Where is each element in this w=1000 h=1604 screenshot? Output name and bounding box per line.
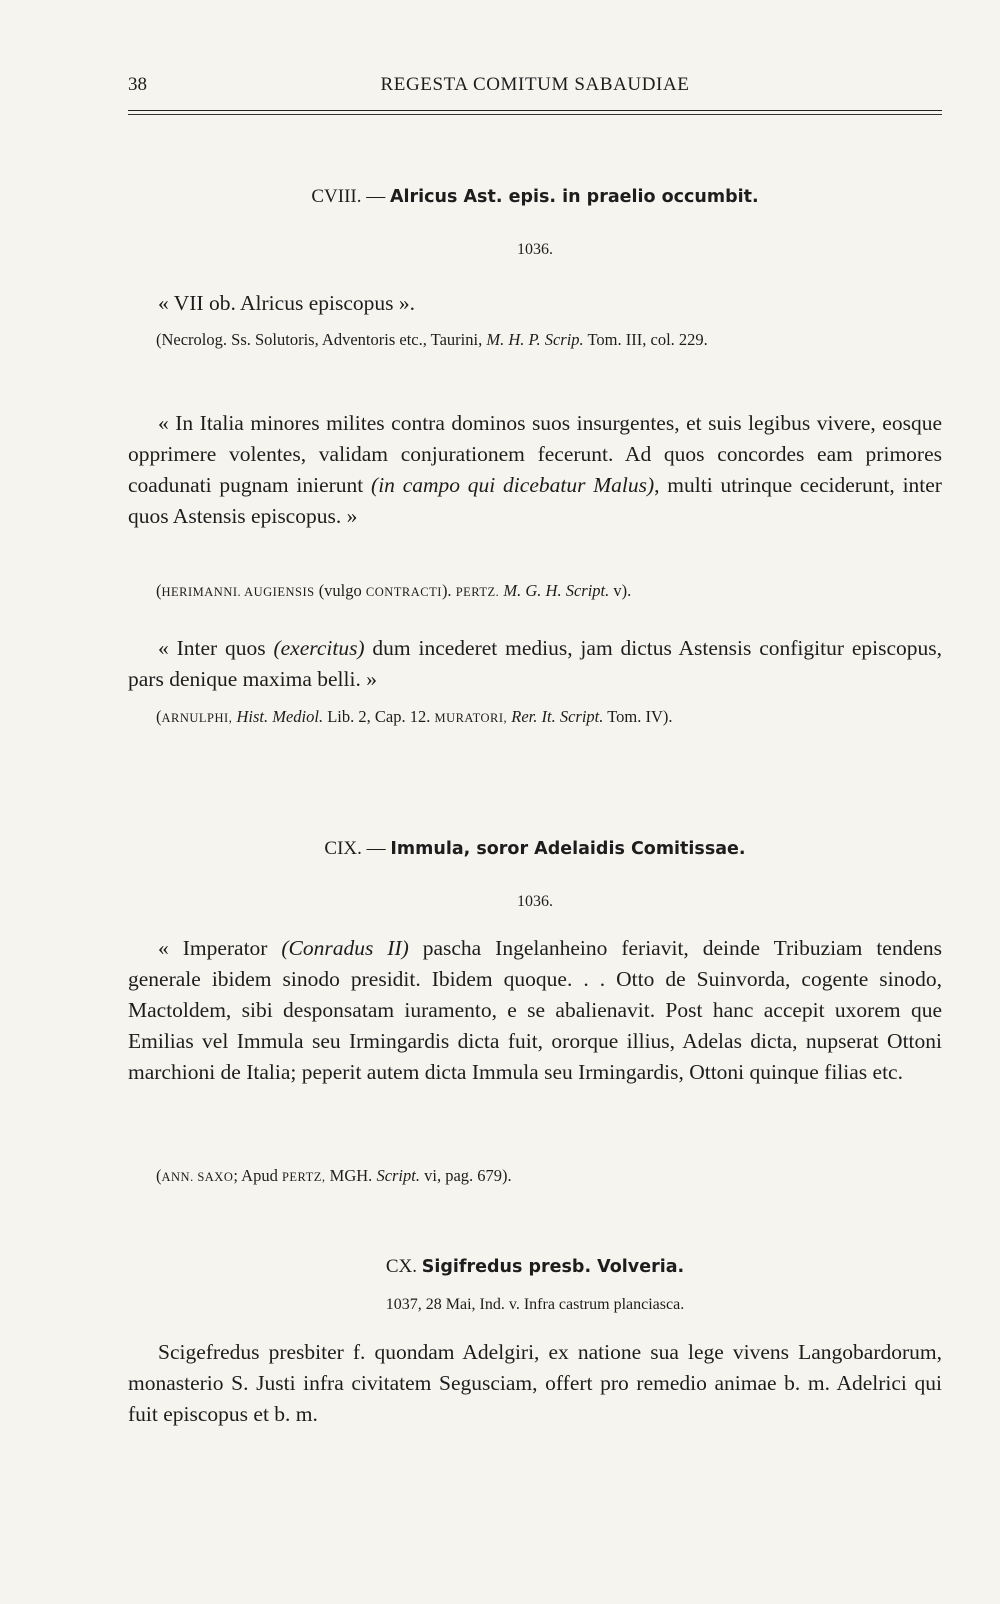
source-arnulphi (128, 704, 942, 731)
header-rule-thin (128, 114, 942, 115)
source-herimanni (128, 578, 942, 605)
source-work: M. H. P. Scrip. (486, 330, 584, 349)
entry-numeral: CVIII. (311, 186, 362, 207)
text-run: , multi utrinque ceciderunt, inter quos Astensis episcopus. » (128, 473, 942, 528)
entry-title: Alricus Ast. epis. in praelio occumbit. (390, 187, 759, 207)
entry-heading-cviii (128, 186, 942, 208)
source-text: Tom. IV). (603, 707, 673, 726)
entry-dash: — (366, 186, 386, 207)
entry-heading-cix (128, 838, 942, 860)
entry-year: 1036. (517, 893, 553, 910)
entry-numeral: CIX. (324, 838, 362, 859)
source-text: MGH. (325, 1166, 377, 1185)
quote-necrolog: « VII ob. Alricus episcopus ». (158, 291, 415, 315)
text-run: « In Italia minores milites contra dominos suos insurgentes, et suis legibus vivere, eosque opprimere volentes, validam conjurationem fecerunt. Ad quos concordes eam primores coadunati pugnam inierunt (128, 411, 942, 497)
text-run-italic: (exercitus) (273, 636, 365, 660)
entry-date-place: 1037, 28 Mai, Ind. v. Infra castrum planciasca. (385, 1296, 685, 1313)
entry-dash: — (366, 838, 386, 859)
source-text: ( (156, 581, 162, 600)
source-editor: MURATORI, (434, 711, 508, 725)
entry-title: Immula, soror Adelaidis Comitissae. (390, 839, 746, 859)
source-text: ). (441, 581, 456, 600)
source-annalista-saxo (128, 1163, 942, 1190)
paragraph-annalista-saxo-quote (128, 933, 942, 1088)
source-text: vi, pag. 679). (419, 1166, 512, 1185)
source-work: M. G. H. Script. (503, 581, 610, 600)
entry-title: Sigifredus presb. Volveria. (421, 1257, 685, 1277)
source-text: v). (609, 581, 632, 600)
text-run: pascha Ingelanheino feriavit, deinde Tribuziam tendens generale ibidem sinodo presidit. Ibidem quoque. . . Otto de Suinvorda, cogente sinodo, Mactoldem, sibi desponsatam iuramento, e se abalienavit. Post hanc accepit uxorem que Emilias vel Immula seu Irmingardis dicta fuit, ororque illius, Adelas dicta, nupserat Ottoni marchioni de Italia; peperit autem dicta Immula seu Irmingardis, Ottoni quinque filias etc. (128, 936, 942, 1084)
source-editor: PERTZ. (455, 585, 500, 599)
text-run: « Imperator (158, 936, 282, 960)
text-run: « Inter quos (158, 636, 274, 660)
running-title: REGESTA COMITUM SABAUDIAE (380, 74, 690, 95)
text-run-italic: (in campo qui dicebatur Malus) (371, 473, 655, 497)
paragraph-arnulphi-quote (128, 633, 942, 695)
source-text: (vulgo (314, 581, 366, 600)
source-author: ANN. SAXO (161, 1170, 234, 1184)
page-number: 38 (128, 74, 147, 95)
source-necrolog (128, 327, 942, 352)
entry-heading-cx (128, 1256, 942, 1278)
text-run-italic: (Conradus II) (281, 936, 409, 960)
source-text: Lib. 2, Cap. 12. (323, 707, 435, 726)
source-text: Tom. III, col. 229. (583, 330, 708, 349)
source-text: ( (156, 707, 162, 726)
source-author: ARNULPHI, (161, 711, 233, 725)
paragraph-charter: Scigefredus presbiter f. quondam Adelgiri, ex natione sua lege vivens Langobardorum, monasterio S. Justi infra civitatem Segusciam, offert pro remedio animae b. m. Adelrici qui fuit episcopus et b. m. (128, 1340, 942, 1426)
text-run: dum incederet medius, jam dictus Astensis configitur episcopus, pars denique maxima belli. » (128, 636, 942, 691)
source-editor: PERTZ, (281, 1170, 326, 1184)
entry-numeral: CX. (385, 1256, 417, 1277)
source-work: Script. (376, 1166, 420, 1185)
entry-year: 1036. (517, 241, 553, 258)
source-work: Rer. It. Script. (511, 707, 604, 726)
source-work: Hist. Mediol. (236, 707, 324, 726)
header-rule-thick (128, 110, 942, 111)
source-text: ( (156, 1166, 162, 1185)
source-text: ; Apud (233, 1166, 282, 1185)
running-header (128, 74, 942, 104)
paragraph-herimanni-quote (128, 408, 942, 532)
source-author: CONTRACTI (365, 585, 442, 599)
source-text: (Necrolog. Ss. Solutoris, Adventoris etc., Taurini, (156, 330, 487, 349)
source-author: HERIMANNI. AUGIENSIS (161, 585, 315, 599)
